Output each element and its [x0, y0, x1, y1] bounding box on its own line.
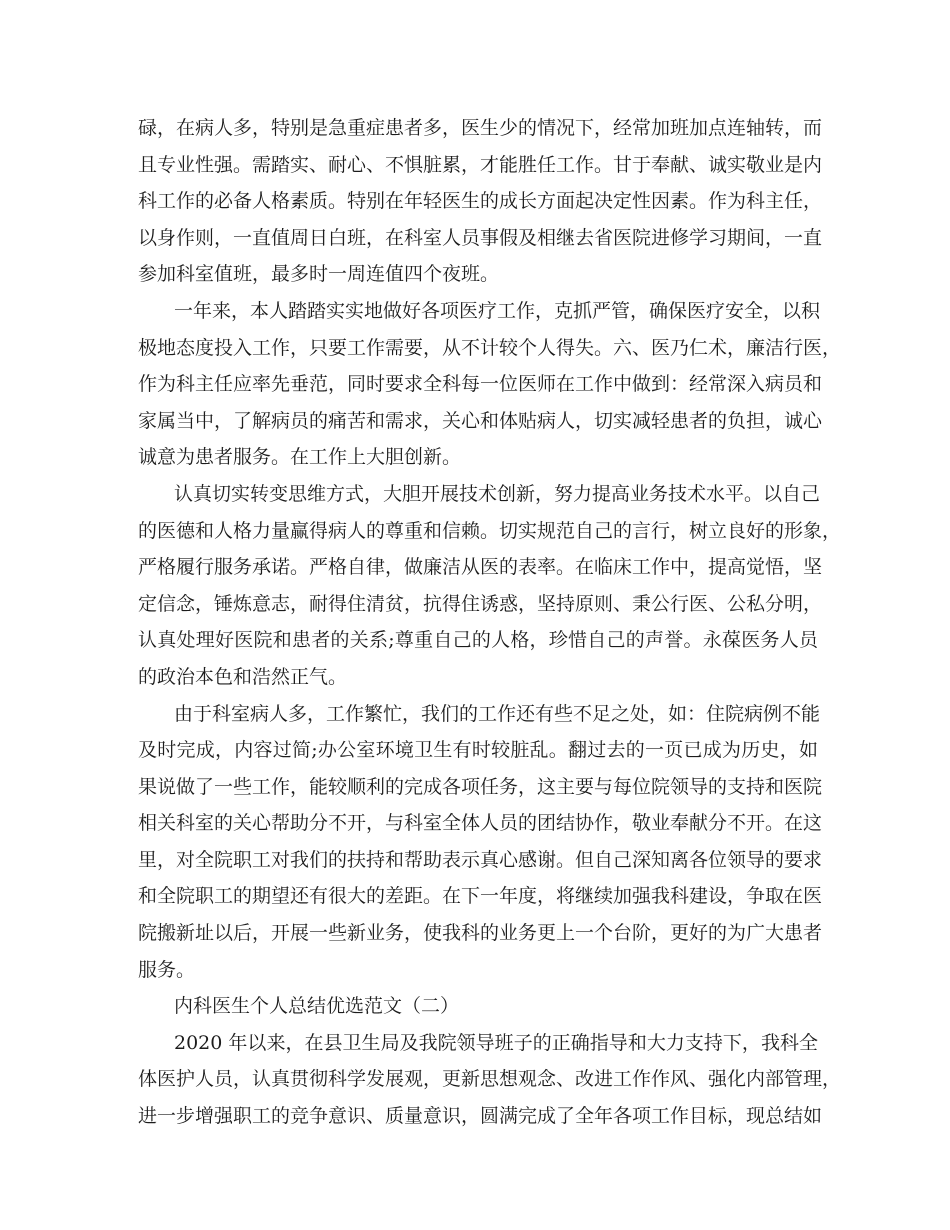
text-line: 科工作的必备人格素质。特别在年轻医生的成长方面起决定性因素。作为科主任， [138, 190, 823, 213]
text-line: 参加科室值班，最多时一周连值四个夜班。 [138, 263, 500, 286]
text-line: 且专业性强。需踏实、耐心、不惧脏累，才能胜任工作。甘于奉献、诚实敬业是内 [138, 153, 823, 176]
text-line: 果说做了一些工作，能较顺利的完成各项任务，这主要与每位院领导的支持和医院 [138, 775, 823, 798]
paragraph-first-line: 一年来，本人踏踏实实地做好各项医疗工作，克抓严管，确保医疗安全，以积 [174, 299, 821, 322]
paragraph-first-line: 由于科室病人多，工作繁忙，我们的工作还有些不足之处，如：住院病例不能 [174, 702, 821, 725]
text-line: 相关科室的关心帮助分不开，与科室全体人员的团结协作，敬业奉献分不开。在这 [138, 812, 823, 835]
text-line: 认真处理好医院和患者的关系;尊重自己的人格，珍惜自己的声誉。永葆医务人员 [138, 629, 818, 652]
text-line: 以身作则，一直值周日白班，在科室人员事假及相继去省医院进修学习期间，一直 [138, 226, 823, 249]
text-line: 里，对全院职工对我们的扶持和帮助表示真心感谢。但自己深知离各位领导的要求 [138, 848, 823, 871]
text-line: 严格履行服务承诺。严格自律，做廉洁从医的表率。在临床工作中，提高觉悟，坚 [138, 556, 823, 579]
text-line: 诚意为患者服务。在工作上大胆创新。 [138, 446, 462, 469]
paragraph-first-line: 认真切实转变思维方式，大胆开展技术创新，努力提高业务技术水平。以自己 [174, 482, 821, 505]
text-line: 院搬新址以后，开展一些新业务，使我科的业务更上一个台阶，更好的为广大患者 [138, 922, 823, 945]
paragraph-first-line: 2020 年以来，在县卫生局及我院领导班子的正确指导和大力支持下，我科全 [174, 1031, 818, 1054]
text-line: 碌，在病人多，特别是急重症患者多，医生少的情况下，经常加班加点连轴转，而 [138, 117, 823, 139]
section-heading: 内科医生个人总结优选范文（二） [174, 995, 460, 1018]
text-line: 的政治本色和浩然正气。 [138, 665, 348, 688]
text-line: 进一步增强职工的竞争意识、质量意识，圆满完成了全年各项工作目标，现总结如 [138, 1105, 823, 1128]
text-line: 家属当中，了解病员的痛苦和需求，关心和体贴病人，切实减轻患者的负担，诚心 [138, 409, 823, 432]
document-body [138, 110, 842, 1135]
text-line: 的医德和人格力量赢得病人的尊重和信赖。切实规范自己的言行，树立良好的形象， [138, 519, 842, 542]
text-line: 和全院职工的期望还有很大的差距。在下一年度，将继续加强我科建设，争取在医 [138, 885, 823, 908]
text-line: 极地态度投入工作，只要工作需要，从不计较个人得失。六、医乃仁术，廉洁行医， [138, 336, 842, 359]
text-line: 定信念，锤炼意志，耐得住清贫，抗得住诱惑，坚持原则、秉公行医、公私分明， [138, 592, 823, 615]
text-line: 服务。 [138, 958, 196, 981]
text-line: 及时完成，内容过简;办公室环境卫生有时较脏乱。翻过去的一页已成为历史，如 [138, 739, 818, 762]
text-line: 体医护人员，认真贯彻科学发展观，更新思想观念、改进工作作风、强化内部管理， [138, 1068, 842, 1091]
text-line: 作为科主任应率先垂范，同时要求全科每一位医师在工作中做到：经常深入病员和 [138, 373, 823, 396]
